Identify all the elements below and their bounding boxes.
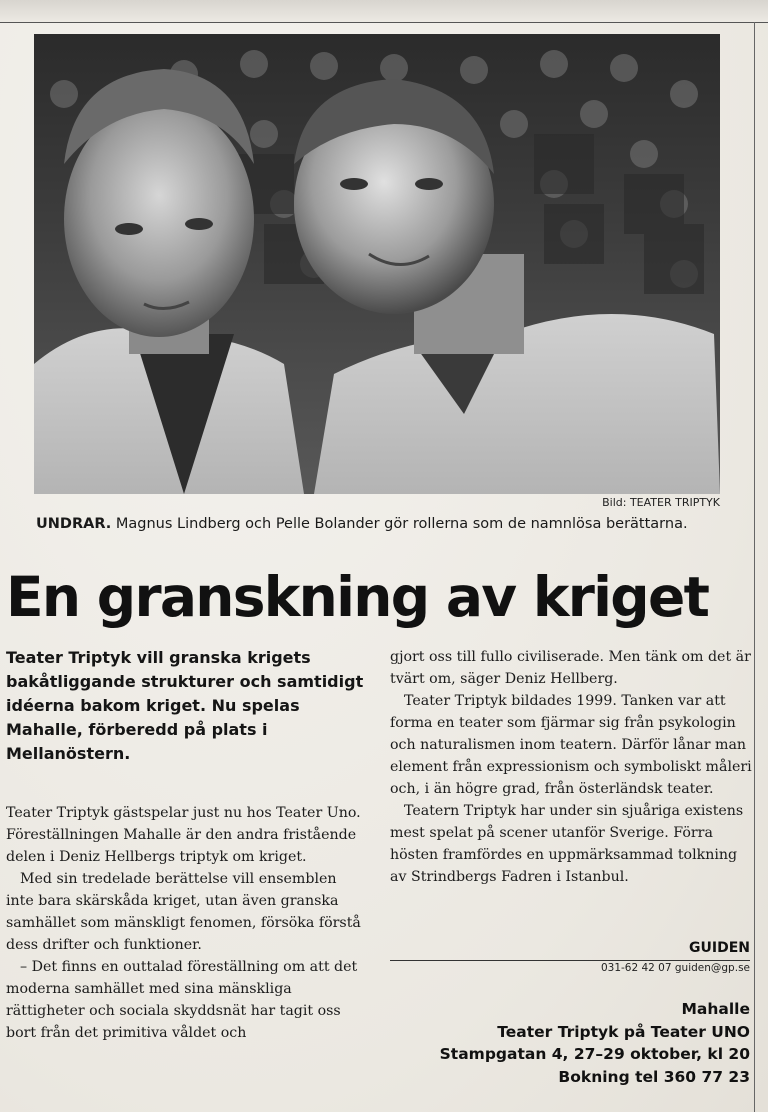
byline-rule <box>390 960 750 961</box>
event-address: Stampgatan 4, 27–29 oktober, kl 20 <box>439 1045 750 1063</box>
caption-text: Magnus Lindberg och Pelle Bolander gör rollerna som de namnlösa berättarna. <box>111 516 688 532</box>
top-rule <box>0 22 768 23</box>
paragraph: Teater Triptyk gästspelar just nu hos Teater Uno. Föreställningen Mahalle är den andra fristående delen i Deniz Hellbergs triptyk om kriget. <box>6 805 361 865</box>
event-title: Mahalle <box>681 1000 750 1018</box>
top-band <box>0 0 768 22</box>
event-info-box <box>390 998 750 1088</box>
byline-contact: 031-62 42 07 guiden@gp.se <box>600 962 750 974</box>
paragraph: gjort oss till fullo civiliserade. Men tänk om det är tvärt om, säger Deniz Hellberg. <box>390 649 751 687</box>
article-ingress: Teater Triptyk vill granska krigets bakåtliggande strukturer och samtidigt idéerna bakom kriget. Nu spelas Mahalle, förberedd på plats i Mellanöstern. <box>6 648 364 763</box>
article-headline: En granskning av kriget <box>6 565 709 629</box>
caption-lead: UNDRAR. <box>36 516 112 532</box>
photo-caption <box>36 514 726 534</box>
body-column-right <box>390 646 752 888</box>
paragraph: – Det finns en outtalad föreställning om att det moderna samhället med sina mänskliga rättigheter och sociala skyddsnät har tagit oss bort från det primitiva våldet och <box>6 959 358 1041</box>
paragraph: Teater Triptyk bildades 1999. Tanken var att forma en teater som fjärmar sig från psykologin och naturalismen inom teatern. Därför lånar man element från expressionism och symboliskt måleri och, i än högre grad, från österländsk teater. <box>390 693 752 797</box>
photo-illustration <box>34 34 720 494</box>
photo-credit: Bild: TEATER TRIPTYK <box>602 496 720 509</box>
byline-signature: GUIDEN <box>689 940 750 956</box>
paragraph: Med sin tredelade berättelse vill ensemblen inte bara skärskåda kriget, utan även granska samhället som mänskligt fenomen, försöka förstå dess drifter och funktioner. <box>6 871 361 953</box>
event-venue: Teater Triptyk på Teater UNO <box>497 1022 750 1041</box>
paragraph: Teatern Triptyk har under sin sjuåriga existens mest spelat på scener utanför Sverige. Förra hösten framfördes en uppmärksammad tolkning av Strindbergs Fadren i Istanbul. <box>390 803 744 885</box>
press-photo <box>34 34 720 494</box>
event-booking: Bokning tel 360 77 23 <box>558 1067 750 1086</box>
body-column-left <box>6 802 368 1044</box>
